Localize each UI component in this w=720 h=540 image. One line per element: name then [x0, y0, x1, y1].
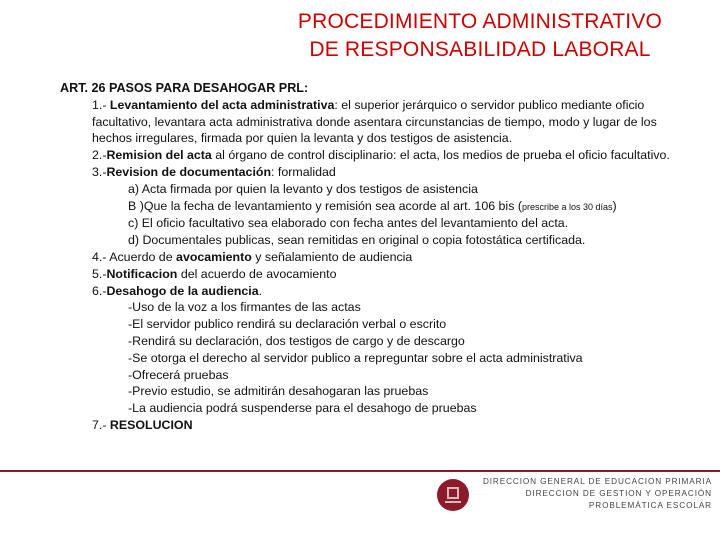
footer-line-2: DIRECCION DE GESTION Y OPERACIÓN — [525, 489, 712, 498]
step-2 — [60, 147, 700, 164]
step-3-item-a: a) Acta firmada por quien la levanto y dos testigos de asistencia — [128, 181, 478, 196]
step-5-text: del acuerdo de avocamiento — [177, 266, 337, 281]
step-2-text: al órgano de control disciplinario: el acta, los medios de prueba el oficio facultativo. — [211, 148, 670, 163]
step-6-title: Desahogo de la audiencia — [106, 283, 259, 298]
step-6-text: . — [258, 283, 263, 298]
step-6-item: -Se otorga el derecho al servidor publico a repreguntar sobre el acta administrativa — [128, 350, 583, 365]
step-6-item: -Previo estudio, se admitirán desahogaran las pruebas — [128, 384, 429, 399]
step-6-item: -Rendirá su declaración, dos testigos de cargo y de descargo — [128, 333, 465, 348]
content-body — [60, 80, 700, 434]
slide-title — [240, 8, 720, 64]
step-2-title: Remision del acta — [106, 148, 212, 163]
step-3-item-b-note: prescribe a los 30 días — [521, 201, 613, 212]
step-1-number: 1.- — [92, 97, 110, 112]
step-6-item: -Ofrecerá pruebas — [128, 367, 229, 382]
step-6 — [60, 283, 700, 300]
logo-caption-mark: · · · · — [474, 492, 487, 497]
step-5-title: Notificacion — [106, 266, 178, 281]
step-6-item: -La audiencia podrá suspenderse para el desahogo de pruebas — [128, 401, 477, 416]
title-line-2: DE RESPONSABILIDAD LABORAL — [309, 38, 651, 61]
step-3-item-b-text: B )Que la fecha de levantamiento y remisión sea acorde al art. 106 bis ( — [128, 198, 522, 213]
step-2-number: 2.- — [92, 148, 107, 163]
step-3-item-c: c) El oficio facultativo sea elaborado con fecha antes del levantamiento del acta. — [128, 216, 569, 231]
step-3 — [60, 164, 700, 181]
institution-logo-icon — [436, 478, 470, 512]
step-4-number: 4.- Acuerdo de — [92, 249, 177, 264]
title-line-1: PROCEDIMIENTO ADMINISTRATIVO — [297, 10, 663, 33]
step-6-number: 6.- — [92, 283, 107, 298]
step-5-number: 5.- — [92, 266, 107, 281]
step-5 — [60, 266, 700, 283]
step-3-text: : formalidad — [271, 164, 336, 179]
footer-line-1: DIRECCION GENERAL DE EDUCACION PRIMARIA — [482, 477, 712, 486]
step-3-item-d: d) Documentales publicas, sean remitidas en original o copia fotostática certificada. — [128, 233, 586, 248]
step-3-item-b — [60, 198, 700, 216]
step-3-item-b-close: ) — [612, 198, 617, 213]
step-7-title: RESOLUCION — [109, 417, 193, 432]
step-7-number: 7.- — [92, 417, 110, 432]
step-4-title: avocamiento — [176, 249, 252, 264]
footer-line-3: PROBLEMÁTICA ESCOLAR — [588, 501, 712, 510]
step-1-text: : el superior jerárquico o servidor publico mediante oficio facultativo, levantara acta administrativa donde asentara circunstancias de tiempo, modo y lugar de los hechos irregulares, firmada por quien la levanta y dos testigos de asistencia. — [92, 97, 657, 146]
step-1-title: Levantamiento del acta administrativa — [109, 97, 335, 112]
step-3-title: Revision de documentación — [106, 164, 272, 179]
section-heading: ART. 26 PASOS PARA DESAHOGAR PRL: — [60, 81, 309, 95]
step-7 — [60, 417, 700, 434]
footer-institution — [483, 476, 712, 512]
step-3-number: 3.- — [92, 164, 107, 179]
step-4 — [60, 249, 700, 266]
step-1 — [60, 97, 700, 147]
step-6-item: -El servidor publico rendirá su declaración verbal o escrito — [128, 317, 447, 332]
footer-divider — [0, 470, 720, 472]
step-6-item: -Uso de la voz a los firmantes de las actas — [128, 300, 361, 315]
step-4-text: y señalamiento de audiencia — [251, 249, 413, 264]
